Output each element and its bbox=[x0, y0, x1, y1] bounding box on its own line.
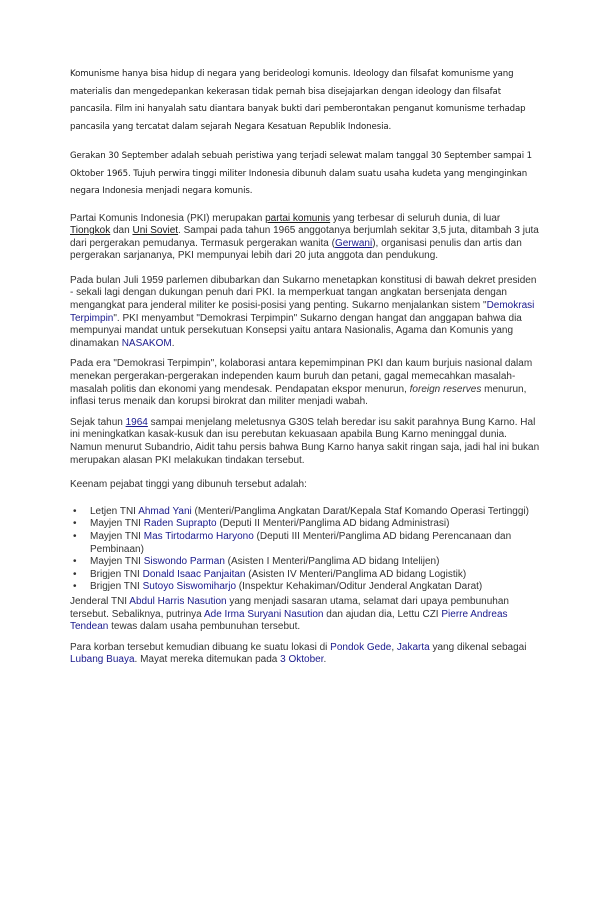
text: Mayjen TNI bbox=[90, 530, 144, 542]
text: Mayjen TNI bbox=[90, 556, 144, 568]
link-uni-soviet[interactable]: Uni Soviet bbox=[132, 225, 179, 237]
text: ". PKI menyambut "Demokrasi Terpimpin" Sukarno dengan hangat dan anggapan bahwa dia mempunyai mandat untuk persekutuan Konsepsi yaitu antara Nasionalis, Agama dan Komunis yang dinamakan bbox=[70, 312, 522, 349]
paragraph-g30s: Gerakan 30 September adalah sebuah peristiwa yang terjadi selewat malam tanggal 30 September sampai 1 Oktober 1965. Tujuh perwira tinggi militer Indonesia dibunuh dalam suatu usaha kudeta yang menginginkan negara Indonesia menjadi negara komunis. bbox=[70, 151, 533, 196]
list-item bbox=[70, 581, 540, 594]
list-item bbox=[70, 556, 540, 569]
text: Sejak tahun bbox=[70, 416, 126, 428]
paragraph-nasution bbox=[70, 596, 540, 634]
link-abdul-harris-nasution[interactable]: Abdul Harris Nasution bbox=[129, 595, 227, 607]
text: dan ajudan dia, Lettu CZI bbox=[323, 608, 442, 620]
link-mas-tirtodarmo-haryono[interactable]: Mas Tirtodarmo Haryono bbox=[143, 530, 254, 542]
text: Letjen TNI bbox=[90, 505, 139, 517]
text: ), organisasi penulis dan artis dan pergerakan sarjananya, PKI mempunyai lebih dari 20 juta anggota dan pendukung. bbox=[70, 237, 522, 262]
text: dan bbox=[110, 225, 133, 237]
link-pondok-gede[interactable]: Pondok Gede bbox=[330, 641, 392, 653]
link-demokrasi-terpimpin[interactable]: Demokrasi Terpimpin bbox=[70, 300, 535, 324]
text: sampai menjelang meletusnya G30S telah beredar isu sakit parahnya Bung Karno. Hal ini meningkatkan kasak-kusuk dan isu perebutan kekuasaan apabila Bung Karno meninggal dunia. Namun menurut Subandrio, Aidit tahu persis bahwa Bung Karno hanya sakit ringan saja, jadi hal ini bukan merupakan alasan PKI melakukan tindakan tersebut. bbox=[70, 416, 540, 466]
list-item bbox=[70, 506, 540, 519]
text: Pada era "Demokrasi Terpimpin", kolaborasi antara kepemimpinan PKI dan kaum burjuis nasional dalam menekan pergerakan-pergerakan independen kaum buruh dan petani, gagal memecahkan masalah-masalah politis dan ekonomi yang mendesak. Pendapatan ekspor menurun, bbox=[70, 358, 533, 395]
text: Partai Komunis Indonesia (PKI) merupakan bbox=[70, 212, 266, 224]
text: Pada bulan Juli 1959 parlemen dibubarkan dan Sukarno menetapkan konstitusi di bawah dekret presiden - sekali lagi dengan dukungan penuh dari PKI. Ia memperkuat tangan angkatan bersenjata dengan mengangkat para jenderal militer ke posisi-posisi yang penting. Sukarno menjalankan sistem " bbox=[70, 274, 537, 312]
link-partai-komunis[interactable]: partai komunis bbox=[265, 212, 331, 224]
paragraph-intro: Komunisme hanya bisa hidup di negara yang berideologi komunis. Ideology dan filsafat komunisme yang materialis dan mengedepankan kekerasan tidak pernah bisa disejajarkan dengan ideology dan filsafat pancasila. Film ini hanyalah satu diantara banyak bukti dari pemberontakan penganut komunisme terhadap pancasila yang tercatat dalam sejarah Negara Kesatuan Republik Indonesia. bbox=[70, 69, 526, 132]
link-raden-suprapto[interactable]: Raden Suprapto bbox=[143, 518, 217, 530]
text: . Mayat mereka ditemukan pada bbox=[134, 654, 281, 666]
link-lubang-buaya[interactable]: Lubang Buaya bbox=[70, 654, 135, 666]
text: Mayjen TNI bbox=[90, 518, 144, 530]
text: yang menjadi sasaran utama, selamat dari upaya pembunuhan tersebut. Sebaliknya, putrinya bbox=[70, 595, 509, 620]
text: . Sampai pada tahun 1965 anggotanya berjumlah sekitar 3,5 juta, ditambah 3 juta dari pergerakan pemudanya. Termasuk pergerakan wanita ( bbox=[70, 225, 539, 249]
text: yang dikenal sebagai bbox=[429, 641, 527, 653]
link-pierre-andreas-tendean[interactable]: Pierre Andreas Tendean bbox=[70, 608, 508, 633]
text: . bbox=[323, 654, 327, 666]
officer-list bbox=[70, 506, 540, 594]
text-italic: foreign reserves bbox=[409, 383, 482, 395]
paragraph-lubang-buaya bbox=[70, 642, 540, 667]
text: Jenderal TNI bbox=[70, 595, 130, 607]
link-3-oktober[interactable]: 3 Oktober bbox=[280, 654, 324, 666]
text: (Asisten IV Menteri/Panglima AD bidang Logistik) bbox=[245, 568, 467, 580]
link-nasakom[interactable]: NASAKOM bbox=[121, 337, 172, 349]
text: Brigjen TNI bbox=[90, 568, 143, 580]
link-1964[interactable]: 1964 bbox=[125, 416, 148, 428]
paragraph-pki bbox=[70, 213, 540, 263]
text: Para korban tersebut kemudian dibuang ke suatu lokasi di bbox=[70, 641, 331, 653]
link-donald-isaac-panjaitan[interactable]: Donald Isaac Panjaitan bbox=[142, 568, 246, 580]
text: (Deputi II Menteri/Panglima AD bidang Administrasi) bbox=[216, 518, 450, 530]
list-item bbox=[70, 569, 540, 582]
text: (Asisten I Menteri/Panglima AD bidang Intelijen) bbox=[224, 556, 440, 568]
document-page bbox=[70, 66, 540, 667]
paragraph-era-demokrasi bbox=[70, 358, 540, 408]
link-ahmad-yani[interactable]: Ahmad Yani bbox=[138, 505, 192, 517]
paragraph-dekret bbox=[70, 275, 540, 351]
text: . bbox=[171, 337, 175, 349]
text: (Inspektur Kehakiman/Oditur Jenderal Angkatan Darat) bbox=[236, 581, 483, 593]
list-item bbox=[70, 518, 540, 531]
text: menurun, inflasi terus menaik dan korupsi birokrat dan militer menjadi wabah. bbox=[70, 383, 527, 408]
text: (Menteri/Panglima Angkatan Darat/Kepala Staf Komando Operasi Tertinggi) bbox=[191, 505, 529, 517]
link-tiongkok[interactable]: Tiongkok bbox=[70, 225, 111, 237]
link-jakarta[interactable]: Jakarta bbox=[396, 641, 430, 653]
paragraph-keenam: Keenam pejabat tinggi yang dibunuh tersebut adalah: bbox=[70, 479, 307, 491]
text: yang terbesar di seluruh dunia, di luar bbox=[330, 212, 501, 224]
link-siswondo-parman[interactable]: Siswondo Parman bbox=[143, 556, 225, 568]
text: (Deputi III Menteri/Panglima AD bidang Perencanaan dan Pembinaan) bbox=[90, 530, 512, 555]
link-gerwani[interactable]: Gerwani bbox=[334, 237, 373, 249]
link-ade-irma-suryani-nasution[interactable]: Ade Irma Suryani Nasution bbox=[203, 608, 324, 620]
paragraph-1964 bbox=[70, 417, 540, 467]
text: , bbox=[391, 641, 397, 653]
link-sutoyo-siswomiharjo[interactable]: Sutoyo Siswomiharjo bbox=[142, 581, 236, 593]
text: Brigjen TNI bbox=[90, 581, 143, 593]
text: tewas dalam usaha pembunuhan tersebut. bbox=[108, 621, 301, 633]
list-item bbox=[70, 531, 540, 556]
